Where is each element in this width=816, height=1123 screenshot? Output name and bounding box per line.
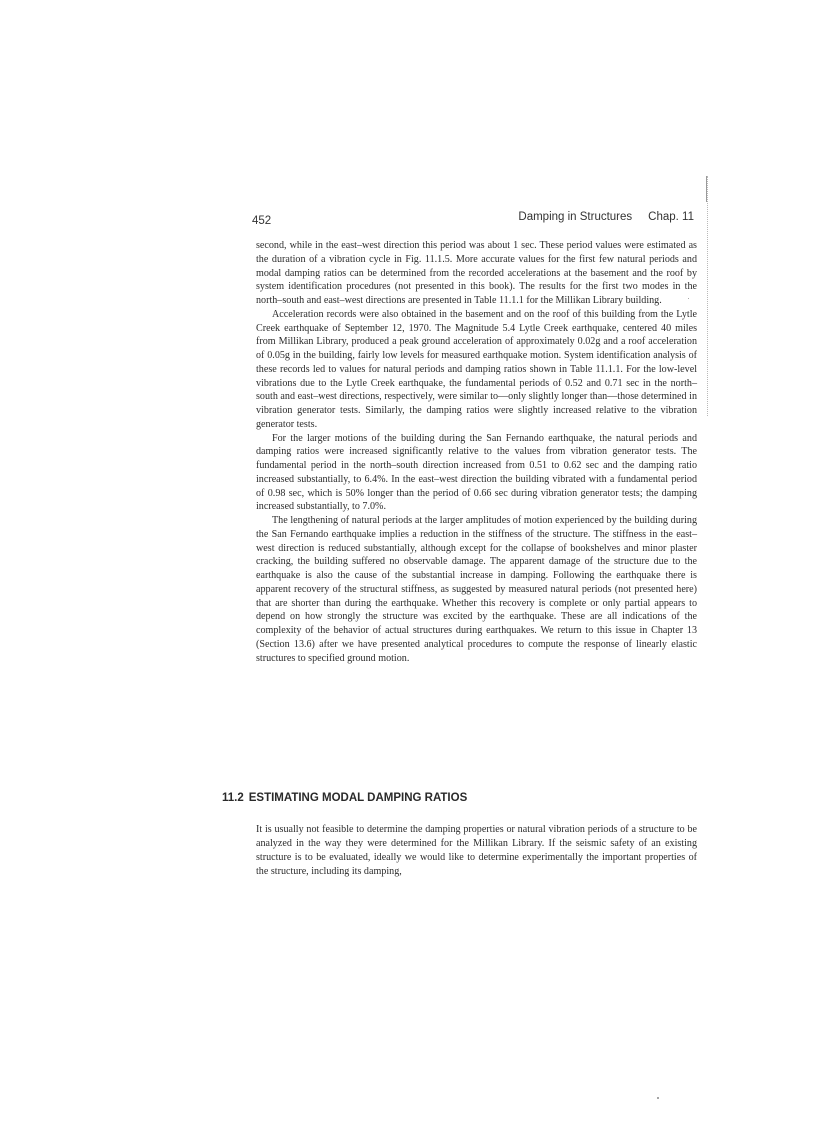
paragraph-san-fernando: For the larger motions of the building during the San Fernando earthquake, the natural periods and damping ratios were increased significantly relative to the values from vibration generator tests. The fundamental period in the north–south direction increased from 0.51 to 0.62 sec and the damping ratio increased substantially, to 6.4%. In the east–west direction the building vibrated with a fundamental period of 0.98 sec, which is 50% longer than the period of 0.66 sec during vibration generator tests; the damping increased substantially, to 7.0%. [256,432,697,513]
page-number: 452 [252,215,272,227]
page-header [252,211,694,231]
section-heading [222,792,692,804]
scan-speck [688,298,689,299]
paragraph-lengthening: The lengthening of natural periods at the larger amplitudes of motion experienced by the building during the San Fernando earthquake implies a reduction in the stiffness of the structure. The stiffness in the east–west direction is reduced substantially, although except for the collapse of bookshelves and minor plaster cracking, the building suffered no observable damage. The apparent damage of the structure due to the earthquake is also the cause of the substantial increase in damping. Following the earthquake there is apparent recovery of the structural stiffness, as suggested by measured natural periods (not presented here) that are shorter than during the earthquake. Whether this recovery is complete or only partial appears to depend on how strongly the structure was excited by the earthquake. These are all indications of the complexity of the behavior of actual structures during earthquakes. We return to this issue in Chapter 13 (Section 13.6) after we have presented analytical procedures to compute the response of linearly elastic structures to specified ground motion. [256,515,697,664]
paragraph-lytle-creek: Acceleration records were also obtained in the basement and on the roof of this building from the Lytle Creek earthquake of September 12, 1970. The Magnitude 5.4 Lytle Creek earthquake, centered 40 miles from Millikan Library, produced a peak ground acceleration of approximately 0.02g and a roof acceleration of 0.05g in the building, fairly low levels for measured earthquake motion. System identification analysis of these records led to values for natural periods and damping ratios shown in Table 11.1.1. For the low-level vibrations due to the Lytle Creek earthquake, the fundamental periods of 0.52 and 0.71 sec in the north–south and east–west directions, respectively, were similar to—only slightly longer than—those determined in vibration generator tests. Similarly, the damping ratios were slightly increased relative to the vibration generator tests. [256,308,697,430]
chapter-label: Chap. 11 [648,211,694,223]
section-paragraph: It is usually not feasible to determine the damping properties or natural vibration periods of a structure to be analyzed in the way they were determined for the Millikan Library. If the seismic safety of an existing structure is to be evaluated, ideally we would like to determine experimentally the important properties of the structure, including its damping, [256,824,697,877]
body-text [256,239,697,665]
paragraph-continued: second, while in the east–west direction this period was about 1 sec. These period values were estimated as the duration of a vibration cycle in Fig. 11.1.5. More accurate values for the first few natural periods and modal damping ratios can be determined from the recorded accelerations at the basement and the roof by system identification procedures (not presented in this book). The results for the first two modes in the north–south and east–west directions are presented in Table 11.1.1 for the Millikan Library building. [256,240,697,306]
section-text [256,823,697,879]
running-head [518,211,694,223]
section-number: 11.2 [222,792,244,804]
section-title: ESTIMATING MODAL DAMPING RATIOS [248,792,468,804]
page-edge-dotted-line [707,176,709,416]
running-title: Damping in Structures [518,211,633,223]
scan-speck [657,1097,659,1099]
